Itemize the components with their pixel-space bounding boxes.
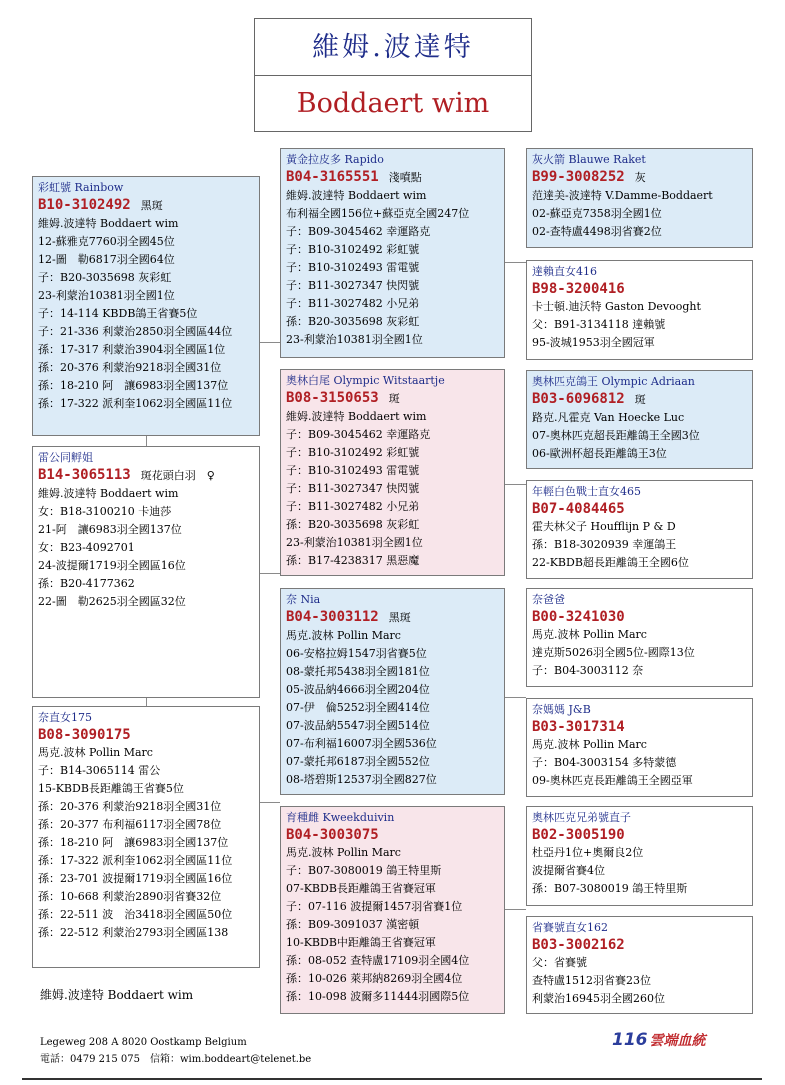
bird-details bbox=[532, 736, 747, 790]
detail-line: 子：B04-3003112 奈 bbox=[532, 664, 644, 677]
detail-line: 范達美-波達特 V.Damme-Boddaert bbox=[532, 189, 713, 202]
detail-line: 維姆.波達特 Boddaert wim bbox=[286, 189, 427, 202]
dam-sire-card bbox=[280, 369, 505, 576]
detail-line: 孫：B18-3020939 幸運鴿王 bbox=[532, 538, 677, 551]
detail-line: 路克.凡霍克 Van Hoecke Luc bbox=[532, 411, 685, 424]
detail-line: 孫：23-701 波提爾1719羽全國區16位 bbox=[38, 872, 233, 885]
dam-dam-dam-card bbox=[280, 806, 505, 1014]
dam-sire-sire-card bbox=[526, 370, 753, 469]
bird-details bbox=[532, 954, 747, 1008]
detail-line: 布利福全國156位+蘇亞克全國247位 bbox=[286, 207, 470, 220]
detail-line: 馬克.波林 Pollin Marc bbox=[532, 628, 647, 641]
detail-line: 維姆.波達特 Boddaert wim bbox=[38, 217, 179, 230]
detail-line: 孫：20-377 布利福6117羽全國78位 bbox=[38, 818, 222, 831]
ring-number: B03-6096812 bbox=[532, 391, 625, 407]
bird-name: 達賴直女416 bbox=[532, 265, 597, 278]
detail-line: 子：B14-3065114 雷公 bbox=[38, 764, 161, 777]
bird-color: 黑斑 bbox=[388, 611, 411, 624]
ring-number: B04-3003112 bbox=[286, 609, 379, 625]
detail-line: 子：14-114 KBDB鴿王省賽5位 bbox=[38, 307, 198, 320]
detail-line: 子：B09-3045462 幸運路克 bbox=[286, 428, 431, 441]
bird-name: 奈直女175 bbox=[38, 711, 92, 724]
detail-line: 子：B04-3003154 多特蒙德 bbox=[532, 756, 677, 769]
detail-line: 07-伊 倫5252羽全國414位 bbox=[286, 701, 430, 714]
detail-line: 杜亞丹1位+奧爾良2位 bbox=[532, 846, 644, 859]
detail-line: 子：B10-3102492 彩虹號 bbox=[286, 243, 420, 256]
detail-line: 霍夫林父子 Houfflijn P & D bbox=[532, 520, 676, 533]
detail-line: 孫：B07-3080019 鴿王特里斯 bbox=[532, 882, 688, 895]
connector bbox=[260, 342, 280, 343]
bird-name: 彩虹號 Rainbow bbox=[38, 181, 124, 194]
detail-line: 06-歐洲杯超長距離鴿王3位 bbox=[532, 447, 667, 460]
ring-number: B00-3241030 bbox=[532, 609, 625, 625]
ring-number: B99-3008252 bbox=[532, 169, 625, 185]
detail-line: 子：B11-3027482 小兄弟 bbox=[286, 297, 420, 310]
connector bbox=[260, 573, 280, 574]
detail-line: 孫：B09-3091037 漢密頓 bbox=[286, 918, 420, 931]
bird-details bbox=[38, 215, 254, 413]
detail-line: 子：21-336 利蒙治2850羽全國區44位 bbox=[38, 325, 233, 338]
bird-name: 奧林匹克兄弟號直子 bbox=[532, 811, 631, 824]
owner-name: 維姆.波達特 Boddaert wim bbox=[40, 988, 194, 1002]
detail-line: 維姆.波達特 Boddaert wim bbox=[38, 487, 179, 500]
connector bbox=[505, 262, 526, 263]
dam-dam-sire-dam-card bbox=[526, 698, 753, 797]
bird-name: 奈 Nia bbox=[286, 593, 321, 606]
detail-line: 23-利蒙治10381羽全國1位 bbox=[286, 536, 423, 549]
ring-number: B10-3102492 bbox=[38, 197, 131, 213]
detail-line: 子：B09-3045462 幸運路克 bbox=[286, 225, 431, 238]
detail-line: 子：B11-3027482 小兄弟 bbox=[286, 500, 420, 513]
detail-line: 21-阿 讓6983羽全國137位 bbox=[38, 523, 182, 536]
detail-line: 孫：B20-3035698 灰彩虹 bbox=[286, 315, 420, 328]
bird-details bbox=[38, 744, 254, 942]
detail-line: 07-KBDB長距離鴿王省賽冠軍 bbox=[286, 882, 436, 895]
detail-line: 07-布利福16007羽全國536位 bbox=[286, 737, 437, 750]
contact-info: 電話：0479 215 075 信箱：wim.boddeart@telenet.be bbox=[40, 1054, 312, 1065]
detail-line: 利蒙治16945羽全國260位 bbox=[532, 992, 665, 1005]
detail-line: 22-KBDB超長距離鴿王全國6位 bbox=[532, 556, 689, 569]
detail-line: 馬克.波林 Pollin Marc bbox=[38, 746, 153, 759]
bird-name: 育種雌 Kweekduivin bbox=[286, 811, 395, 824]
ring-number: B03-3017314 bbox=[532, 719, 625, 735]
connector bbox=[505, 697, 526, 698]
detail-line: 子：B20-3035698 灰彩虹 bbox=[38, 271, 172, 284]
bird-details bbox=[286, 187, 499, 349]
detail-line: 孫：20-376 利蒙治9218羽全國31位 bbox=[38, 361, 222, 374]
bird-details bbox=[532, 844, 747, 898]
detail-line: 孫：17-322 派利奎1062羽全國區11位 bbox=[38, 397, 233, 410]
ring-number: B04-3165551 bbox=[286, 169, 379, 185]
detail-line: 孫：10-026 萊邦納8269羽全國4位 bbox=[286, 972, 463, 985]
logo-number: 116 bbox=[612, 1030, 648, 1050]
detail-line: 波提爾省賽4位 bbox=[532, 864, 605, 877]
detail-line: 馬克.波林 Pollin Marc bbox=[286, 629, 401, 642]
bird-color: 斑 bbox=[388, 392, 400, 405]
detail-line: 08-塔碧斯12537羽全國827位 bbox=[286, 773, 437, 786]
detail-line: 孫：17-322 派利奎1062羽全國區11位 bbox=[38, 854, 233, 867]
connector bbox=[260, 802, 280, 803]
detail-line: 子：07-116 波提爾1457羽省賽1位 bbox=[286, 900, 463, 913]
ring-number: B08-3090175 bbox=[38, 727, 131, 743]
bird-details bbox=[286, 408, 499, 570]
bird-color: 灰 bbox=[634, 171, 646, 184]
bird-details bbox=[532, 626, 747, 680]
detail-line: 孫：18-210 阿 讓6983羽全國137位 bbox=[38, 379, 229, 392]
detail-line: 08-蒙托邦5438羽全國181位 bbox=[286, 665, 430, 678]
ring-number: B04-3003075 bbox=[286, 827, 379, 843]
detail-line: 12-蘇雅克7760羽全國45位 bbox=[38, 235, 175, 248]
ring-number: B08-3150653 bbox=[286, 390, 379, 406]
sire-sire-card bbox=[526, 148, 753, 248]
dam-dam-card bbox=[32, 706, 260, 968]
ring-number: B07-4084465 bbox=[532, 501, 625, 517]
dam-sire-dam-card bbox=[526, 480, 753, 579]
bird-name: 省賽號直女162 bbox=[532, 921, 608, 934]
detail-line: 馬克.波林 Pollin Marc bbox=[286, 846, 401, 859]
bird-details bbox=[532, 409, 747, 463]
sire-card bbox=[280, 148, 505, 358]
detail-line: 06-安格拉姆1547羽省賽5位 bbox=[286, 647, 427, 660]
dam-dam-sire-card bbox=[280, 588, 505, 795]
detail-line: 子：B11-3027347 快閃號 bbox=[286, 279, 420, 292]
detail-line: 孫：18-210 阿 讓6983羽全國137位 bbox=[38, 836, 229, 849]
detail-line: 孫：10-668 利蒙治2890羽省賽32位 bbox=[38, 890, 222, 903]
detail-line: 02-查特盧4498羽省賽2位 bbox=[532, 225, 662, 238]
detail-line: 孫：B17-4238317 黑惡魔 bbox=[286, 554, 420, 567]
detail-line: 卡士頓.迪沃特 Gaston Devooght bbox=[532, 300, 701, 313]
dam-dam-dam-dam-card bbox=[526, 916, 753, 1014]
detail-line: 馬克.波林 Pollin Marc bbox=[532, 738, 647, 751]
ring-number: B02-3005190 bbox=[532, 827, 625, 843]
detail-line: 孫：22-511 波 治3418羽全國區50位 bbox=[38, 908, 233, 921]
detail-line: 12-圖 勒6817羽全國64位 bbox=[38, 253, 175, 266]
bird-name: 奈媽媽 J&B bbox=[532, 703, 591, 716]
logo-text: 雲端血統 bbox=[649, 1033, 706, 1049]
bottom-divider bbox=[22, 1078, 762, 1080]
detail-line: 23-利蒙治10381羽全國1位 bbox=[38, 289, 175, 302]
bird-details bbox=[286, 627, 499, 789]
detail-line: 15-KBDB長距離鴿王省賽5位 bbox=[38, 782, 184, 795]
detail-line: 父：B91-3134118 達賴號 bbox=[532, 318, 666, 331]
detail-line: 05-波品納4666羽全國204位 bbox=[286, 683, 430, 696]
title-chinese: 維姆.波達特 bbox=[255, 19, 531, 76]
dam-dam-sire-sire-card bbox=[526, 588, 753, 687]
bird-color: 淺噴點 bbox=[388, 171, 422, 184]
dam-card bbox=[32, 446, 260, 698]
bird-details bbox=[286, 844, 499, 1006]
detail-line: 子：B10-3102493 雷電號 bbox=[286, 464, 420, 477]
detail-line: 孫：17-317 利蒙治3904羽全國區1位 bbox=[38, 343, 226, 356]
detail-line: 07-奧林匹克超長距離鴿王全國3位 bbox=[532, 429, 700, 442]
bird-color: 黑斑 bbox=[140, 199, 163, 212]
detail-line: 孫：B20-3035698 灰彩虹 bbox=[286, 518, 420, 531]
bird-name: 雷公同孵姐 bbox=[38, 451, 93, 464]
detail-line: 孫：B20-4177362 bbox=[38, 577, 135, 590]
bird-color: 斑 bbox=[634, 393, 646, 406]
detail-line: 孫：20-376 利蒙治9218羽全國31位 bbox=[38, 800, 222, 813]
detail-line: 孫：08-052 查特盧17109羽全國4位 bbox=[286, 954, 470, 967]
bird-color: 斑花頭白羽 ♀ bbox=[140, 469, 215, 482]
detail-line: 父：省賽號 bbox=[532, 956, 587, 969]
main-bird-card bbox=[32, 176, 260, 436]
address: Legeweg 208 A 8020 Oostkamp Belgium bbox=[40, 1037, 247, 1048]
connector bbox=[505, 909, 526, 910]
detail-line: 子：B07-3080019 鴿王特里斯 bbox=[286, 864, 442, 877]
detail-line: 24-波提爾1719羽全國區16位 bbox=[38, 559, 186, 572]
detail-line: 查特盧1512羽省賽23位 bbox=[532, 974, 651, 987]
title-english: Boddaert wim bbox=[296, 88, 490, 119]
detail-line: 23-利蒙治10381羽全國1位 bbox=[286, 333, 423, 346]
detail-line: 女：B23-4092701 bbox=[38, 541, 135, 554]
detail-line: 02-蘇亞克7358羽全國1位 bbox=[532, 207, 662, 220]
title-box bbox=[254, 18, 532, 132]
detail-line: 孫：22-512 利蒙治2793羽全國區138 bbox=[38, 926, 229, 939]
detail-line: 孫：10-098 波爾多11444羽國際5位 bbox=[286, 990, 470, 1003]
ring-number: B98-3200416 bbox=[532, 281, 625, 297]
bird-details bbox=[38, 485, 254, 611]
bird-name: 奈爸爸 bbox=[532, 593, 565, 606]
detail-line: 子：B10-3102492 彩虹號 bbox=[286, 446, 420, 459]
detail-line: 09-奧林匹克長距離鴿王全國亞軍 bbox=[532, 774, 693, 787]
ring-number: B14-3065113 bbox=[38, 467, 131, 483]
bird-details bbox=[532, 187, 747, 241]
bird-details bbox=[532, 298, 747, 352]
sire-dam-card bbox=[526, 260, 753, 360]
detail-line: 07-蒙托邦6187羽全國552位 bbox=[286, 755, 430, 768]
contact-block bbox=[40, 1034, 311, 1068]
detail-line: 10-KBDB中距離鴿王省賽冠軍 bbox=[286, 936, 436, 949]
detail-line: 07-波品納5547羽全國514位 bbox=[286, 719, 430, 732]
bird-name: 年輕白色戰士直女465 bbox=[532, 485, 641, 498]
connector bbox=[146, 697, 147, 706]
detail-line: 維姆.波達特 Boddaert wim bbox=[286, 410, 427, 423]
detail-line: 子：B10-3102493 雷電號 bbox=[286, 261, 420, 274]
detail-line: 女：B18-3100210 卡迪莎 bbox=[38, 505, 172, 518]
connector bbox=[505, 484, 526, 485]
logo bbox=[612, 1030, 706, 1050]
bird-details bbox=[532, 518, 747, 572]
detail-line: 95-波城1953羽全國冠軍 bbox=[532, 336, 655, 349]
bird-name: 黃金拉皮多 Rapido bbox=[286, 153, 384, 166]
bird-name: 奧林白尾 Olympic Witstaartje bbox=[286, 374, 445, 387]
ring-number: B03-3002162 bbox=[532, 937, 625, 953]
detail-line: 子：B11-3027347 快閃號 bbox=[286, 482, 420, 495]
bird-name: 灰火箭 Blauwe Raket bbox=[532, 153, 646, 166]
detail-line: 22-圖 勒2625羽全國區32位 bbox=[38, 595, 186, 608]
bird-name: 奧林匹克鴿王 Olympic Adriaan bbox=[532, 375, 695, 388]
detail-line: 達克斯5026羽全國5位-國際13位 bbox=[532, 646, 695, 659]
dam-dam-dam-sire-card bbox=[526, 806, 753, 906]
